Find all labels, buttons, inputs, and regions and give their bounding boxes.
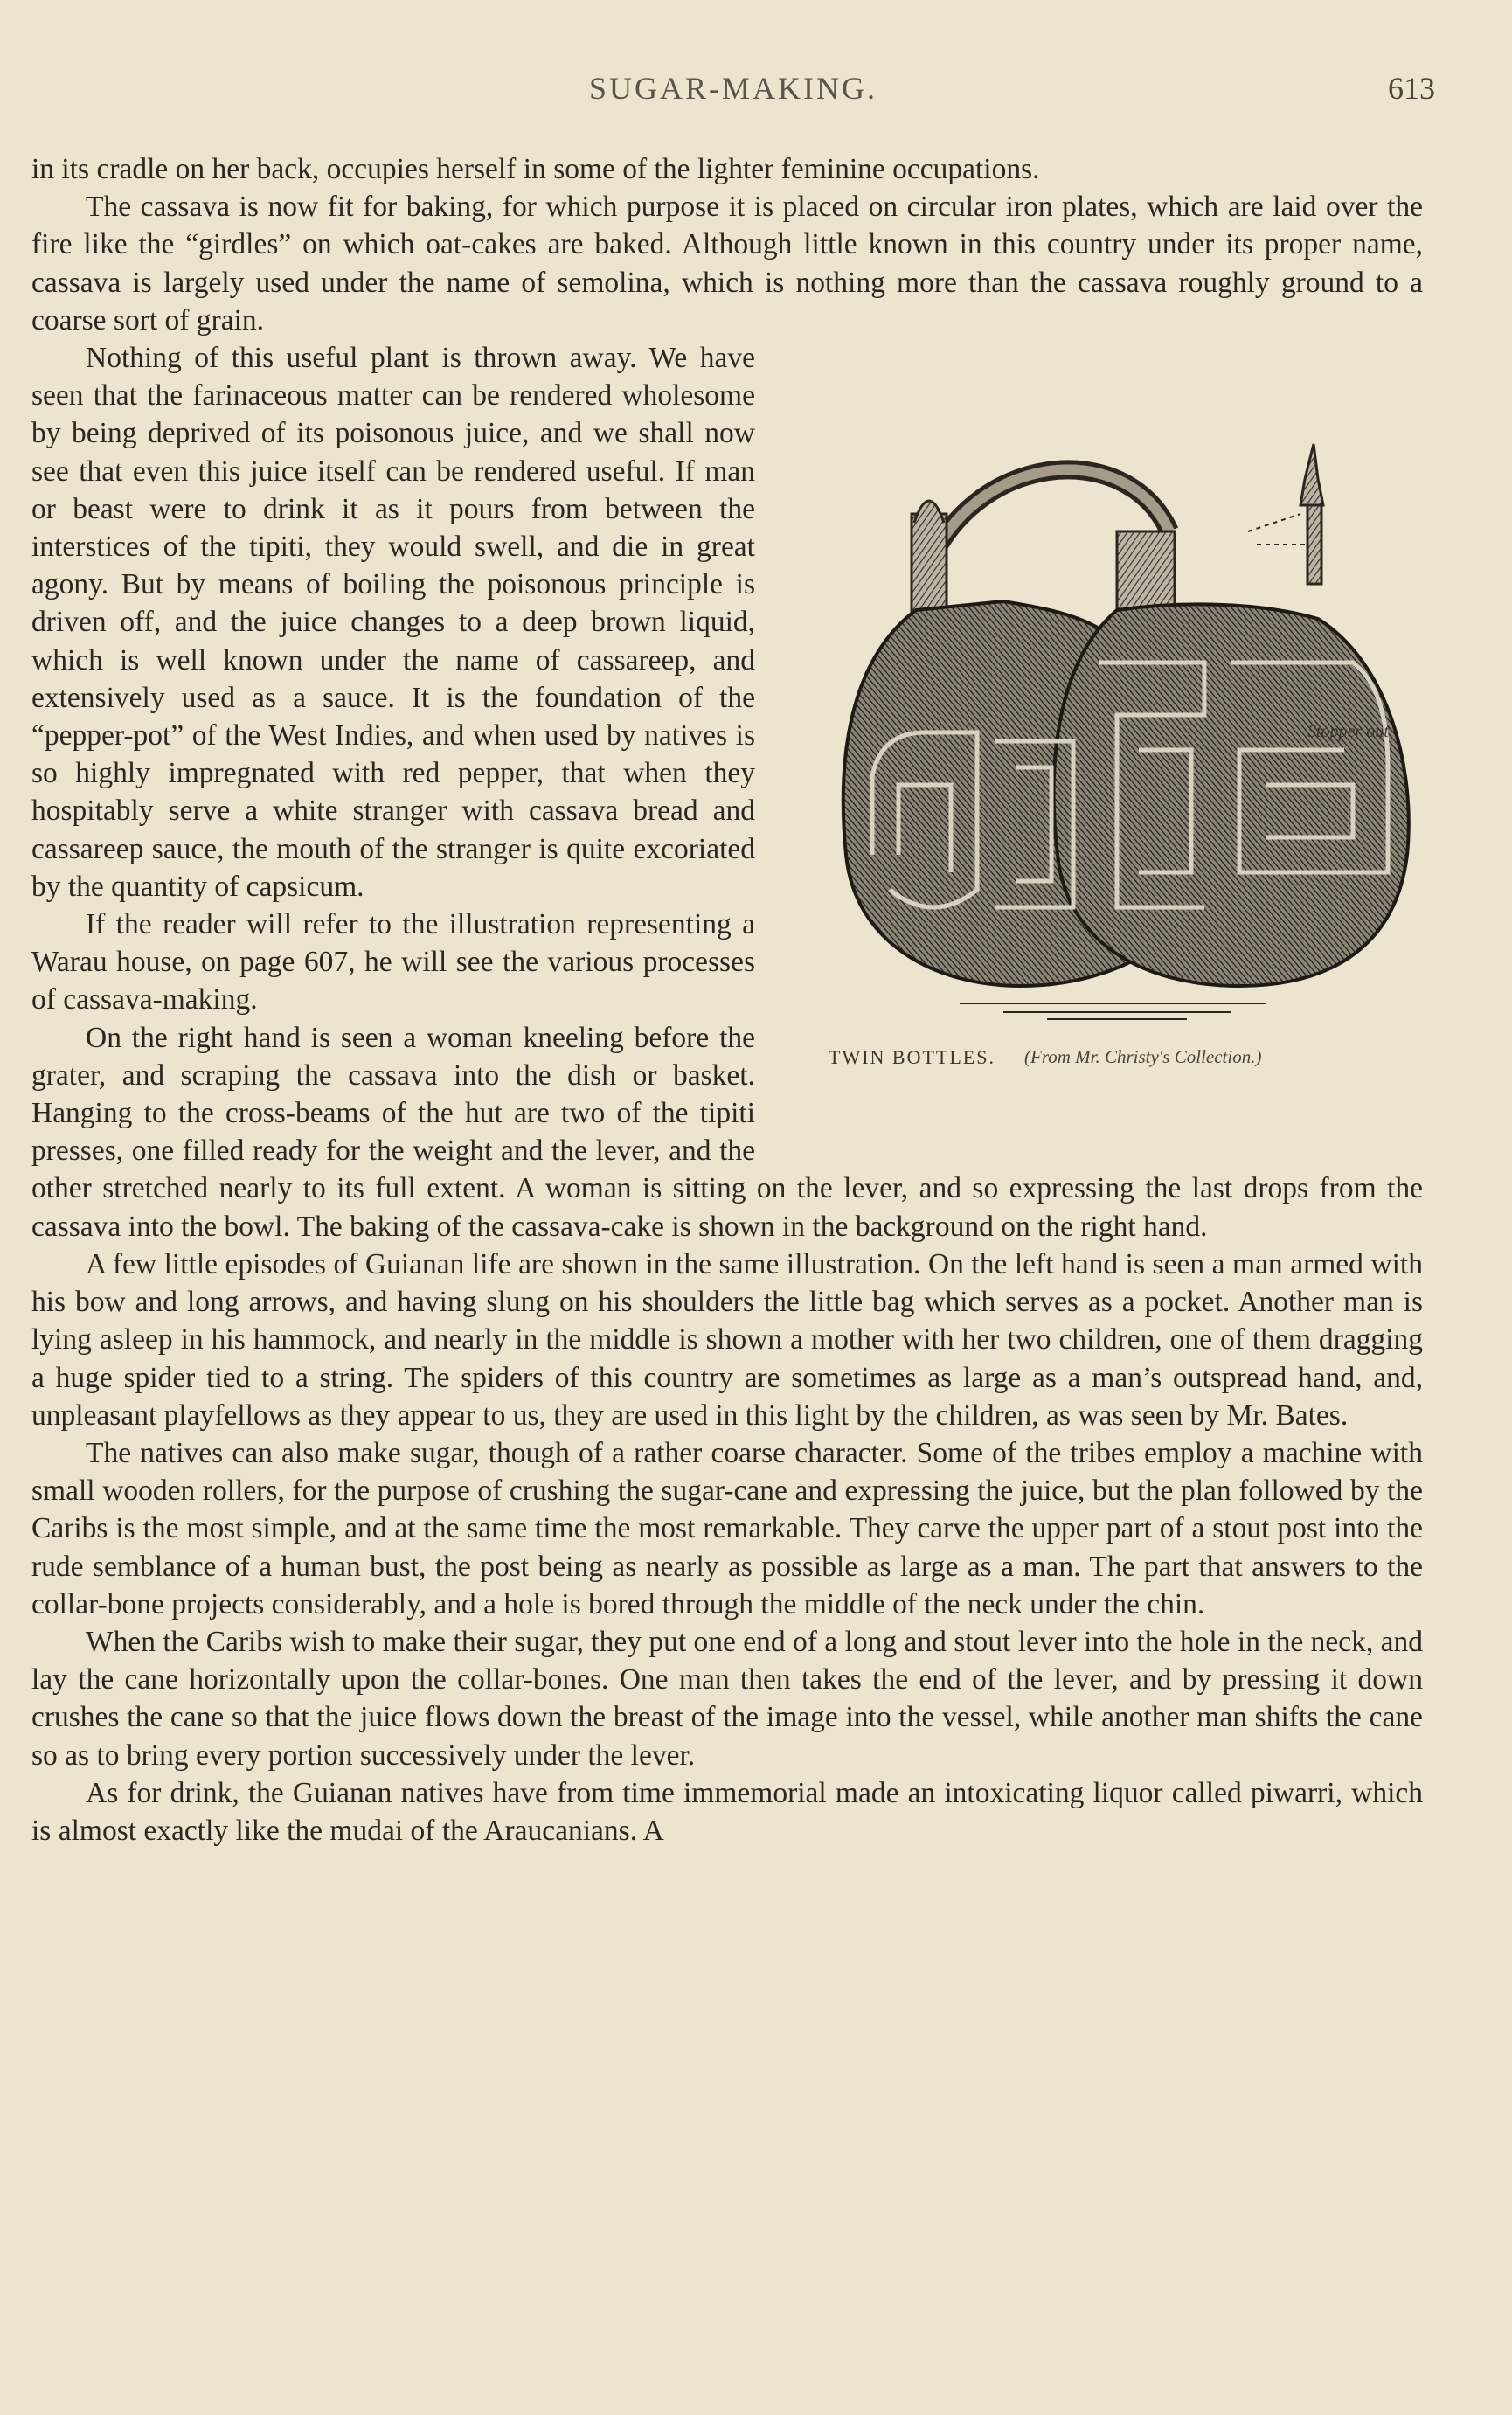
paragraph: If the reader will refer to the illustration representing a Warau house, on page 607, he will see the various processes of cassava-making. (31, 908, 755, 1017)
paragraph: A few little episodes of Guianan life are shown in the same illustration. On the left hand is seen a man armed with his bow and long arrows, and having slung on his shoulders the little bag which serves as a pocket. Another man is lying asleep in his hammock, and nearly in the middle is shown a mother with her two children, one of them dragging a huge spider tied to a string. The spiders of this country are sometimes as large as a man’s outspread hand, and, unpleasant playfellows as they appear to us, they are used in this light by the children, as was seen by Mr. Bates. (31, 1247, 1423, 1432)
paragraph: Nothing of this useful plant is thrown away. We have seen that the farinaceous matter can be rendered wholesome by being deprived of its poisonous juice, and we shall now see that even this juice itself can be rendered useful. If man or beast were to drink it as it pours from between the interstices of the tipiti, they would swell, and die in great agony. But by means of boiling the poisonous principle is driven off, and the juice changes to a deep brown liquid, which is well known under the name of cassareep, and extensively used as a sauce. It is the foundation of the “pepper-pot” of the West Indies, and when used by natives is so highly impregnated with red pepper, that when they hospitably serve a white stranger with cassava bread and cassareep sauce, the mouth of the stranger is quite excoriated by the quantity of capsicum. (31, 342, 755, 903)
figure-source: (From Mr. Christy's Collection.) (1024, 1046, 1262, 1068)
paragraph: As for drink, the Guianan natives have from time immemorial made an intoxicating liquor called piwarri, which is almost exactly like the mudai of the Araucanians. A (31, 1776, 1423, 1847)
paragraph: When the Caribs wish to make their sugar, they put one end of a long and stout lever into the hole in the neck, and lay the cane horizontally upon the collar-bones. One man then takes the end of the lever, and by pressing it down crushes the cane so that the juice flows down the breast of the image into the vessel, while another man shifts the cane so as to bring every portion successively under the lever. (31, 1625, 1423, 1772)
page-number: 613 (1388, 71, 1435, 106)
twin-bottles-figure (811, 339, 1423, 1143)
paragraph: The natives can also make sugar, though of a rather coarse character. Some of the tribes employ a machine with small wooden rollers, for the purpose of crushing the sugar-cane and expressing the juice, but the plan followed by the Caribs is the most simple, and at the same time the most remarkable. They carve the upper part of a stout post into the rude semblance of a human bust, the post being as nearly as possible as large as a man. The part that answers to the collar-bone projects considerably, and a hole is bored through the middle of the neck under the chin. (31, 1436, 1423, 1620)
body-text (31, 150, 1423, 1849)
paragraph: On the right hand is seen a woman kneeling before the grater, and scraping the cassava into the dish or basket. Hanging to the cross-beams of the hut are two of the tipiti presses, one filled ready for the weight and the lever, and the other stretched nearly to its full extent. A woman is sitting on the lever, and so expressing the last drops from the cassava into the bowl. The baking of the cassava-cake is shown in the background on the right hand. (31, 1021, 1423, 1243)
running-head (31, 70, 1435, 114)
stopper-label: Stopper out (1307, 722, 1389, 742)
figure-caption: TWIN BOTTLES. (829, 1046, 995, 1069)
paragraph: The cassava is now fit for baking, for which purpose it is placed on circular iron plates, which are laid over the fire like the “girdles” on which oat-cakes are baked. Although little known in this country under its proper name, cassava is largely used under the name of semolina, which is nothing more than the cassava roughly ground to a coarse sort of grain. (31, 191, 1423, 337)
paragraph: in its cradle on her back, occupies herself in some of the lighter feminine occupations. (31, 153, 1040, 185)
running-title: SUGAR-MAKING. (588, 71, 877, 106)
